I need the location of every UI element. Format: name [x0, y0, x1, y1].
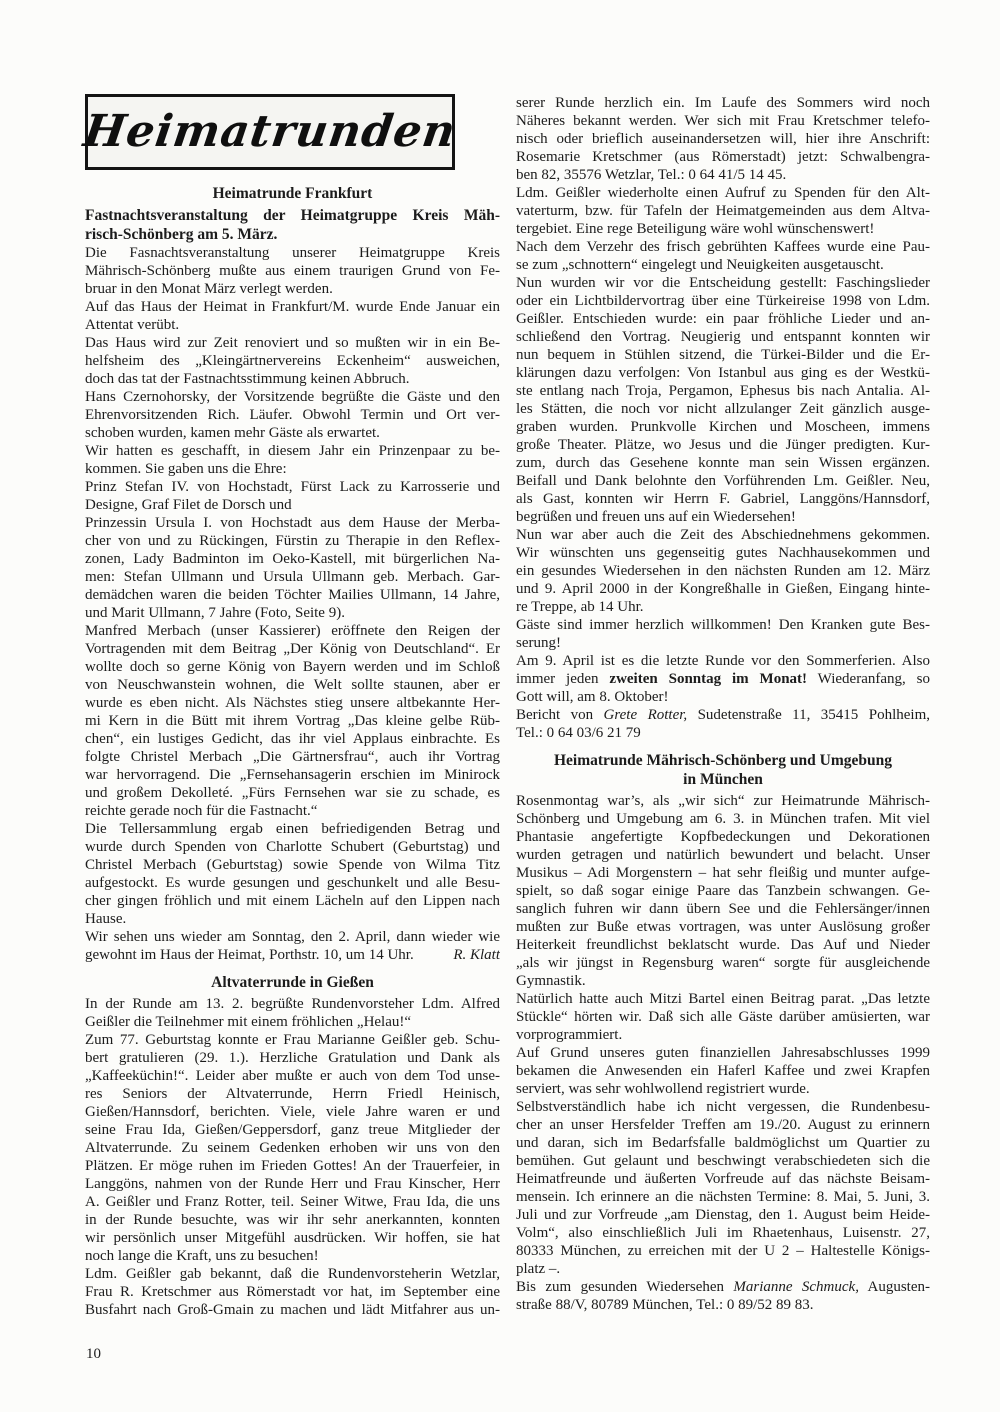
text-line: klärungen dazu verfolgen: Von Istanbul aus ging es der Westkü-: [516, 365, 930, 381]
text-line: oder ein Lichtbildervortrag über eine Türkeireise 1998 von Ldm.: [516, 293, 930, 309]
text-line: und 9. April 2000 in der Kongreßhalle in Gießen, Eingang hinte-: [516, 581, 930, 597]
masthead-box: [80, 94, 460, 170]
masthead-title: Heimatrunden: [80, 106, 460, 157]
text-line: nisch oder brieflich auseinandersetzen will, hier ihre Anschrift:: [516, 131, 930, 147]
text-line: les Stätten, die noch vor nicht allzulanger Zeit gänzlich ausge-: [516, 401, 930, 417]
text-line: Näheres bekannt werden. Wer sich mit Frau Kretschmer telefo-: [516, 113, 930, 129]
text-line: bemühen. Gut gelaunt und beschwingt verabschiedeten sich die: [516, 1153, 930, 1169]
text-line: Geißler die Teilnehmer mit einem fröhlichen „Helau!“: [85, 1014, 412, 1030]
text-line: Nun wurden wir vor die Entscheidung gestellt: Faschingslieder: [516, 275, 930, 291]
text-line: platz –.: [516, 1261, 561, 1277]
text-line: cher gingen fröhlich und mit einem Lächeln auf den Lippen nach: [85, 893, 500, 909]
section-heading: [85, 184, 500, 203]
text-line: Ldm. Geißler wiederholte einen Aufruf zu Spenden für den Alt-: [516, 185, 930, 201]
text-line: helfsheim des „Kleingärtnervereins Eckenheim“ ausweichen,: [85, 353, 500, 369]
text-line: Die Fasnachtsveranstaltung unserer Heimatgruppe Kreis: [85, 245, 500, 261]
paragraph: [85, 514, 500, 622]
text-line: doch das tat der Fastnachtsstimmung keinen Abbruch.: [85, 371, 410, 387]
text-line: serer Runde herzlich ein. Im Laufe des Sommers wird noch: [516, 95, 930, 111]
paragraph: [516, 1044, 930, 1098]
text-line: tergebiet. Eine rege Beteiligung wäre wohl wünschenswert!: [516, 221, 875, 237]
text-line: Heimatfreunde und äußerten Vorfreude auf das nächste Beisam-: [516, 1171, 930, 1187]
text-line: Zum 77. Geburtstag konnte er Frau Marianne Geißler geb. Schu-: [85, 1032, 500, 1048]
page-number: 10: [86, 1346, 101, 1362]
text-line: Musikus – Adi Morgenstern – hat sehr fleißig und munter aufge-: [516, 865, 930, 881]
paragraph: [516, 184, 930, 238]
text-line: von Neuschwanstein wohnen, die Welt sollte staunen, aber er: [85, 677, 500, 693]
paragraph: [516, 652, 930, 706]
text-line: Gott will, am 8. Oktober!: [516, 689, 669, 705]
text-line: 80333 München, zu erreichen mit der U 2 – Haltestelle Königs-: [516, 1243, 930, 1259]
text-line: Manfred Merbach (unser Kassierer) eröffnete den Reigen der: [85, 623, 500, 639]
paragraph: [516, 274, 930, 526]
text-line: Volm“, also einschließlich Juli im Rhaetenhaus, Luisenstr. 27,: [516, 1225, 930, 1241]
text-line: in München: [683, 771, 763, 788]
paragraph: [85, 388, 500, 442]
text-line: Wir hatten es geschafft, in diesem Jahr ein Prinzenpaar zu be-: [85, 443, 500, 459]
paragraph: [85, 442, 500, 478]
text-line: Natürlich hatte auch Mitzi Bartel einen Beitrag parat. „Das letzte: [516, 991, 930, 1007]
text-line: bekamen die Anwesenden ein Haferl Kaffee und zwei Krapfen: [516, 1063, 930, 1079]
text-line: gewohnt im Haus der Heimat, Porthstr. 10, um 14 Uhr. R. Klatt: [85, 947, 500, 963]
text-line: „Kaffeeküchin!“. Leider aber mußte er auch von dem Tod unse-: [85, 1068, 500, 1084]
text-line: ein gesundes Wiedersehen in den nächsten Runden am 12. März: [516, 563, 930, 579]
paragraph: [516, 526, 930, 616]
text-line: Hans Czernohorsky, der Vorsitzende begrüßte die Gäste und den: [85, 389, 500, 405]
text-line: Mährisch-Schönberg mußte aus einem traurigen Grund von Fe-: [85, 263, 500, 279]
text-line: sanglich fuhren wir dann übern See und die Fehlersänger/innen: [516, 901, 930, 917]
text-line: res Seniors der Altvaterrunde, Herrn Friedl Heinisch,: [85, 1086, 500, 1102]
text-line: Rosemarie Kretschmer (aus Römerstadt) jetzt: Schwalbengra-: [516, 149, 930, 165]
text-line: reichte gerade noch für die Fastnacht.“: [85, 803, 318, 819]
text-line: und Marit Ullmann, 7 Jahre (Foto, Seite 9).: [85, 605, 345, 621]
paragraph: [85, 244, 500, 298]
left-column: [80, 94, 500, 1319]
text-line: Selbstverständlich habe ich nicht vergessen, die Rundenbesu-: [516, 1099, 930, 1115]
text-line: seine Frau Ida, Gießen/Geppersdorf, ganz treue Mitglieder der: [85, 1122, 500, 1138]
text-line: chen“, ein lustiges Gedicht, das ihr viel Applaus einbrachte. Es: [85, 731, 500, 747]
paragraph: [85, 1265, 500, 1319]
text-line: Heimatrunde Mährisch-Schönberg und Umgebung: [553, 752, 893, 769]
text-line: straße 88/V, 80789 München, Tel.: 0 89/52 89 83.: [516, 1297, 814, 1313]
paragraph: [85, 334, 500, 388]
text-line: Ldm. Geißler gab bekannt, daß die Rundenvorsteherin Wetzlar,: [85, 1266, 500, 1282]
text-line: vorprogrammiert.: [516, 1027, 623, 1043]
text-line: Bis zum gesunden Wiedersehen Marianne Schmuck, Augusten-: [516, 1279, 930, 1295]
text-line: noch lange die Kraft, uns zu besuchen!: [85, 1248, 319, 1264]
text-line: Frau R. Kretschmer aus Römerstadt vor hat, im September eine: [85, 1284, 500, 1300]
text-line: zum, durch das Gesehene konnte man sein Wissen ergänzen.: [516, 455, 930, 471]
text-line: Vortragenden mit dem Beitrag „Der König von Deutschland“. Er: [85, 641, 500, 657]
text-line: Beifall und Dank belohnte den Vorführenden Lm. Geißler. Neu,: [516, 473, 930, 489]
text-line: Bericht von Grete Rotter, Sudetenstraße 11, 35415 Pohlheim,: [516, 707, 930, 723]
text-line: schoben wurden, kamen mehr Gäste als erwartet.: [85, 425, 380, 441]
text-line: und daran, sich im Bedarfsfalle baldmöglichst um Quartier zu: [516, 1135, 930, 1151]
text-line: Die Tellersammlung ergab einen befriedigenden Betrag und: [85, 821, 500, 837]
text-line: folgte Christel Merbach „Die Gärtnersfrau“, auch ihr Vortrag: [85, 749, 500, 765]
section-heading: [85, 973, 500, 992]
text-line: mi Kern in die Bütt mit ihrem Vortrag „Das kleine gelbe Rüb-: [85, 713, 500, 729]
text-line: Phantasie angefertigte Kopfbedeckungen und Dekorationen: [516, 829, 930, 845]
text-line: Hause.: [85, 911, 127, 927]
paragraph: [516, 238, 930, 274]
text-line: se zum „schnottern“ eingelegt und Neuigkeiten ausgetauscht.: [516, 257, 884, 273]
text-line: bert gratulieren (29. 1.). Herzliche Gratulation und Dank als: [85, 1050, 500, 1066]
text-line: graben wurden. Prunkvolle Kirchen und Moscheen, immens: [516, 419, 930, 435]
text-line: Tel.: 0 64 03/6 21 79: [516, 725, 641, 741]
text-line: cher von und zu Rückingen, Fürstin zu Therapie in den Reflex-: [85, 533, 500, 549]
text-line: Plätzen. Er möge ruhen im Frieden Gottes! An der Trauerfeier, in: [85, 1158, 500, 1174]
text-line: zonen, Lady Badminton im Oeko-Kastell, mit bürgerlichen Na-: [85, 551, 500, 567]
paragraph: [85, 928, 500, 964]
text-line: Rosenmontag war’s, als „wir sich“ zur Heimatrunde Mährisch-: [516, 793, 930, 809]
text-line: Fastnachtsveranstaltung der Heimatgruppe Kreis Mäh-: [85, 207, 500, 224]
paragraph: [85, 298, 500, 334]
text-line: serviert, was sehr wohlwollend registriert wurde.: [516, 1081, 810, 1097]
text-line: Busfahrt nach Groß-Gmain zu machen und lädt Mitfahrer aus un-: [85, 1302, 500, 1318]
text-line: In der Runde am 13. 2. begrüßte Rundenvorsteher Ldm. Alfred: [85, 996, 500, 1012]
text-line: Juli und zur Vorfreude „am Dienstag, den 1. August beim Heide-: [516, 1207, 930, 1223]
text-line: aufgestockt. Es wurde gesungen und geschunkelt und alle Besu-: [85, 875, 500, 891]
text-line: große Theater. Plätze, wo Jesus und die Jünger predigten. Kur-: [516, 437, 930, 453]
paragraph: [516, 792, 930, 990]
text-line: Ehrenvorsitzenden Rich. Läufer. Obwohl Termin und Ort ver-: [85, 407, 500, 423]
text-line: Nun war aber auch die Zeit des Abschiednehmens gekommen.: [516, 527, 930, 543]
text-line: begrüßen und freuen uns auf ein Wiedersehen!: [516, 509, 796, 525]
text-line: Heimatrunde Frankfurt: [212, 185, 373, 202]
text-line: ben 82, 35576 Wetzlar, Tel.: 0 64 41/5 14 45.: [516, 167, 787, 183]
right-column: [516, 94, 930, 1314]
text-line: Nach dem Verzehr des frisch gebrühten Kaffees wurde eine Pau-: [516, 239, 930, 255]
text-line: als Gast, konnten wir Herrn F. Gabriel, Langgöns/Hannsdorf,: [516, 491, 930, 507]
paragraph: [516, 616, 930, 652]
text-line: wir persönlich unser Mitgefühl ausdrücken. Wir hoffen, sie hat: [85, 1230, 500, 1246]
text-line: wollte doch so gerne König von Bayern werden und im Schloß: [85, 659, 500, 675]
text-line: Wir wünschten uns gegenseitig gutes Nachhausekommen und: [516, 545, 930, 561]
text-line: Schönberg und Umgebung am 6. 3. in München trafen. Mit viel: [516, 811, 930, 827]
text-line: immer jeden zweiten Sonntag im Monat! Wiederanfang, so: [516, 671, 930, 687]
text-line: Auf Grund unseres guten finanziellen Jahresabschlusses 1999: [516, 1045, 930, 1061]
text-line: Langgöns, nahmen von der Runde Herr und Frau Kinscher, Herr: [85, 1176, 500, 1192]
text-line: Heiterkeit freundlichst beklatscht wurde. Das Auf und Nieder: [516, 937, 930, 953]
paragraph: [85, 995, 500, 1031]
paragraph: [516, 1278, 930, 1314]
text-line: Prinzessin Ursula I. von Hochstadt aus dem Hause der Merba-: [85, 515, 500, 531]
paragraph: [85, 478, 500, 514]
text-line: Prinz Stefan IV. von Hochstadt, Fürst Lack zu Karrosserie und: [85, 479, 500, 495]
text-line: Auf das Haus der Heimat in Frankfurt/M. wurde Ende Januar ein: [85, 299, 500, 315]
text-line: cher an unser Hersfelder Treffen am 19./20. August zu erinnern: [516, 1117, 930, 1133]
text-line: Christel Merbach (Geburtstag) sowie Spende von Wilma Titz: [85, 857, 500, 873]
text-line: wurde es eben nicht. Als Nächstes stieg unsere altbekannte Her-: [85, 695, 500, 711]
paragraph: [516, 94, 930, 184]
text-line: war hervorragend. Die „Fernsehansagerin erschien im Minirock: [85, 767, 500, 783]
paragraph: [85, 820, 500, 928]
text-line: und großem Dekolleté. „Fürs Fernsehen war sie zu schade, es: [85, 785, 500, 801]
section-heading: [516, 751, 930, 789]
text-line: Wir sehen uns wieder am Sonntag, den 2. April, dann wieder wie: [85, 929, 500, 945]
text-line: Gymnastik.: [516, 973, 586, 989]
text-line: ste entlang nach Troja, Pergamon, Ephesus bis nach Antalia. Al-: [516, 383, 930, 399]
text-line: kommen. Sie gaben uns die Ehre:: [85, 461, 287, 477]
text-line: wurde durch Spenden von Charlotte Schubert (Geburtstag) und: [85, 839, 500, 855]
text-line: mensein. Ich erinnere an die nächsten Termine: 8. Mai, 5. Juni, 3.: [516, 1189, 930, 1205]
text-line: serung!: [516, 635, 561, 651]
text-line: risch-Schönberg am 5. März.: [85, 226, 278, 243]
text-line: vaterturm, bzw. für Tafeln der Heimatgemeinden aus dem Altva-: [516, 203, 930, 219]
paragraph: [85, 1031, 500, 1265]
text-line: mußten zur Buße etwas vortragen, was unter Auslösung großer: [516, 919, 930, 935]
text-line: Designe, Graf Filet de Dorsch und: [85, 497, 292, 513]
paragraph: [516, 1098, 930, 1278]
text-line: A. Geißler und Franz Rotter, teil. Seiner Witwe, Frau Ida, die uns: [85, 1194, 500, 1210]
text-line: Attentat verübt.: [85, 317, 180, 333]
text-line: Am 9. April ist es die letzte Runde vor den Sommerferien. Also: [516, 653, 930, 669]
text-line: bruar in den Monat März verlegt werden.: [85, 281, 333, 297]
text-line: men: Stefan Ullmann und Ursula Ullmann geb. Merbach. Gar-: [85, 569, 500, 585]
paragraph: [85, 206, 500, 244]
text-line: Altvaterrunde in Gießen: [211, 974, 374, 991]
text-line: „als wir jüngst in Regensburg waren“ sorgte für ausgleichende: [516, 955, 930, 971]
text-line: Gießen/Hannsdorf, berichten. Viele, viele Jahre waren er und: [85, 1104, 500, 1120]
text-line: schließend den Vortrag. Neugierig und entspannt konnten wir: [516, 329, 930, 345]
text-line: demädchen waren die beiden Töchter Mailies Ullmann, 14 Jahre,: [85, 587, 500, 603]
left-column-text: [85, 184, 500, 1319]
text-line: Stückle“ hörten wir. Daß sich alle Gäste darüber amüsierten, war: [516, 1009, 930, 1025]
paragraph: [516, 706, 930, 742]
text-line: Geißler. Entschieden wurde: ein paar fröhliche Lieder und an-: [516, 311, 930, 327]
paragraph: [85, 622, 500, 820]
paragraph: [516, 990, 930, 1044]
text-line: nun bequem in Stühlen sitzend, die Türkei-Bilder und die Er-: [516, 347, 930, 363]
text-line: Altvaterrunde. Zu seinem Gedenken erhoben wir uns von den: [85, 1140, 500, 1156]
text-line: re Treppe, ab 14 Uhr.: [516, 599, 644, 615]
text-line: Das Haus wird zur Zeit renoviert und so mußten wir in ein Be-: [85, 335, 500, 351]
text-line: in der Runde besuchte, was wir ihr sehr anerkannten, konnten: [85, 1212, 500, 1228]
text-line: wurden getragen und natürlich bewundert und belacht. Unser: [516, 847, 930, 863]
text-line: Gäste sind immer herzlich willkommen! Den Kranken gute Bes-: [516, 617, 930, 633]
text-line: spielt, so daß sogar einige Paare das Tanzbein schwangen. Ge-: [516, 883, 930, 899]
